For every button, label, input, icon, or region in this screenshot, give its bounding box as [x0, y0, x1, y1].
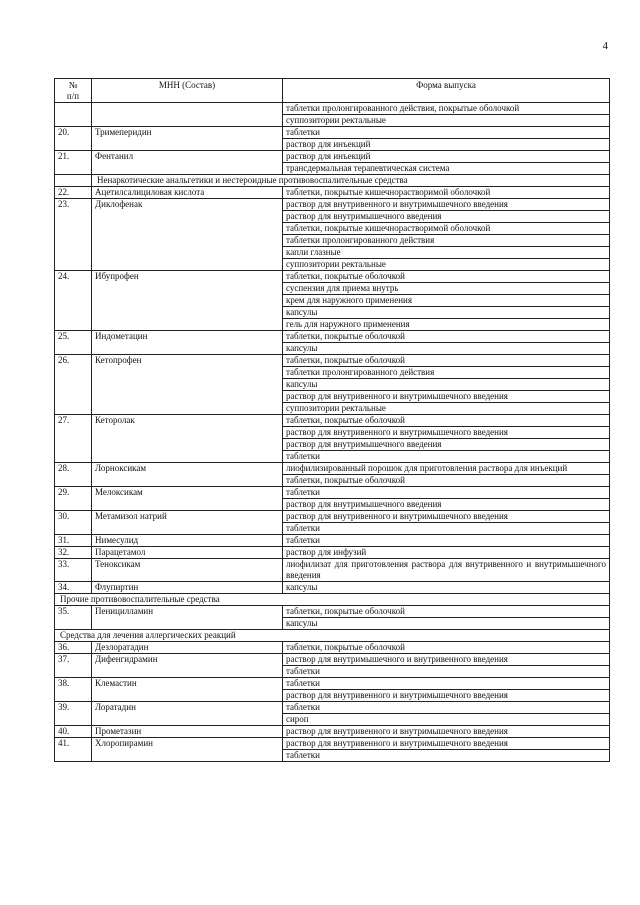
table-row	[55, 187, 610, 199]
release-form: таблетки	[283, 666, 610, 678]
header-name	[92, 79, 283, 103]
release-form: раствор для инъекций	[283, 151, 610, 163]
table-row	[55, 103, 610, 115]
header-form	[283, 79, 610, 103]
section-title: Прочие противовоспалительные средства	[55, 594, 610, 606]
table-row	[55, 331, 610, 343]
table-row	[55, 151, 610, 163]
drug-name: Ацетилсалициловая кислота	[92, 187, 283, 199]
row-number: 33.	[55, 559, 92, 582]
section-title: Ненаркотические анальгетики и нестероидные противовоспалительные средства	[92, 175, 610, 187]
table-row	[55, 535, 610, 547]
drug-name: Лорноксикам	[92, 463, 283, 487]
release-form: суппозитории ректальные	[283, 259, 610, 271]
release-form: раствор для внутривенного и внутримышечного введения	[283, 511, 610, 523]
release-form: таблетки	[283, 678, 610, 690]
row-number: 29.	[55, 487, 92, 511]
release-form: трансдермальная терапевтическая система	[283, 163, 610, 175]
drug-name: Кетопрофен	[92, 355, 283, 415]
drug-name: Фентанил	[92, 151, 283, 175]
release-form: капсулы	[283, 582, 610, 594]
release-form: таблетки, покрытые оболочкой	[283, 355, 610, 367]
row-number: 25.	[55, 331, 92, 355]
release-form: таблетки, покрытые оболочкой	[283, 475, 610, 487]
row-number: 26.	[55, 355, 92, 415]
release-form: раствор для внутримышечного введения	[283, 439, 610, 451]
drug-name: Хлоропирамин	[92, 738, 283, 762]
drug-name: Диклофенак	[92, 199, 283, 271]
release-form: таблетки, покрытые кишечнорастворимой оболочкой	[283, 187, 610, 199]
drug-name: Ибупрофен	[92, 271, 283, 331]
section-title: Средства для лечения аллергических реакций	[55, 630, 610, 642]
release-form: таблетки пролонгированного действия	[283, 367, 610, 379]
release-form: таблетки, покрытые кишечнорастворимой оболочкой	[283, 223, 610, 235]
release-form: раствор для инъекций	[283, 139, 610, 151]
row-number: 41.	[55, 738, 92, 762]
release-form: таблетки	[283, 487, 610, 499]
release-form: раствор для внутримышечного введения	[283, 211, 610, 223]
header-number-text: № п/п	[66, 80, 80, 101]
release-form: таблетки, покрытые оболочкой	[283, 415, 610, 427]
drug-table-body	[55, 79, 610, 762]
drug-name: Кеторолак	[92, 415, 283, 463]
table-row	[55, 355, 610, 367]
release-form: таблетки пролонгированного действия	[283, 235, 610, 247]
row-number: 35.	[55, 606, 92, 630]
table-row	[55, 127, 610, 139]
drug-name: Тримеперидин	[92, 127, 283, 151]
table-row	[55, 271, 610, 283]
release-form: капсулы	[283, 379, 610, 391]
row-number: 37.	[55, 654, 92, 678]
release-form: раствор для инфузий	[283, 547, 610, 559]
row-number: 40.	[55, 726, 92, 738]
release-form: раствор для внутримышечного и внутривенного введения	[283, 654, 610, 666]
drug-name: Индометацин	[92, 331, 283, 355]
release-form: таблетки	[283, 523, 610, 535]
table-row	[55, 642, 610, 654]
row-number: 28.	[55, 463, 92, 487]
release-form: суппозитории ректальные	[283, 403, 610, 415]
release-form: суппозитории ректальные	[283, 115, 610, 127]
table-row	[55, 487, 610, 499]
drug-name: Дезлоратадин	[92, 642, 283, 654]
release-form: таблетки	[283, 535, 610, 547]
drug-name: Метамизол натрий	[92, 511, 283, 535]
release-form: капсулы	[283, 618, 610, 630]
release-form: раствор для внутривенного и внутримышечного введения	[283, 690, 610, 702]
release-form: таблетки	[283, 702, 610, 714]
table-row	[55, 559, 610, 582]
release-form: таблетки пролонгированного действия, покрытые оболочкой	[283, 103, 610, 115]
release-form: таблетки	[283, 451, 610, 463]
section-row	[55, 175, 610, 187]
row-number: 36.	[55, 642, 92, 654]
header-form-text: Форма выпуска	[416, 80, 476, 90]
release-form: суспензия для приема внутрь	[283, 283, 610, 295]
release-form: раствор для внутривенного и внутримышечного введения	[283, 391, 610, 403]
row-number: 39.	[55, 702, 92, 726]
release-form: таблетки, покрытые оболочкой	[283, 606, 610, 618]
release-form: таблетки	[283, 127, 610, 139]
release-form: капсулы	[283, 307, 610, 319]
table-row	[55, 678, 610, 690]
drug-name	[92, 103, 283, 127]
table-row	[55, 726, 610, 738]
page-number: 4	[602, 40, 608, 52]
row-number: 31.	[55, 535, 92, 547]
header-name-text: МНН (Состав)	[158, 80, 216, 90]
drug-name: Нимесулид	[92, 535, 283, 547]
row-number: 30.	[55, 511, 92, 535]
table-row	[55, 415, 610, 427]
release-form: раствор для внутримышечного введения	[283, 499, 610, 511]
table-header-row	[55, 79, 610, 103]
row-number: 23.	[55, 199, 92, 271]
drug-name: Теноксикам	[92, 559, 283, 582]
row-number: 21.	[55, 151, 92, 175]
table-row	[55, 511, 610, 523]
table-row	[55, 738, 610, 750]
release-form: раствор для внутривенного и внутримышечного введения	[283, 726, 610, 738]
row-number: 38.	[55, 678, 92, 702]
section-row	[55, 630, 610, 642]
drug-name: Пеницилламин	[92, 606, 283, 630]
drug-table	[54, 78, 610, 762]
drug-name: Клемастин	[92, 678, 283, 702]
row-number: 20.	[55, 127, 92, 151]
table-row	[55, 606, 610, 618]
table-row	[55, 654, 610, 666]
drug-name: Мелоксикам	[92, 487, 283, 511]
table-row	[55, 547, 610, 559]
drug-name: Дифенгидрамин	[92, 654, 283, 678]
release-form: лиофилизат для приготовления раствора для внутривенного и внутримышечного введения	[283, 559, 610, 582]
drug-name: Флупиртин	[92, 582, 283, 594]
release-form: таблетки	[283, 750, 610, 762]
section-number-cell	[55, 175, 92, 187]
row-number	[55, 103, 92, 127]
table-row	[55, 582, 610, 594]
row-number: 34.	[55, 582, 92, 594]
row-number: 27.	[55, 415, 92, 463]
table-row	[55, 199, 610, 211]
release-form: раствор для внутривенного и внутримышечного введения	[283, 738, 610, 750]
release-form: сироп	[283, 714, 610, 726]
table-row	[55, 702, 610, 714]
row-number: 22.	[55, 187, 92, 199]
table-row	[55, 463, 610, 475]
release-form: крем для наружного применения	[283, 295, 610, 307]
release-form: таблетки, покрытые оболочкой	[283, 642, 610, 654]
release-form: таблетки, покрытые оболочкой	[283, 331, 610, 343]
release-form: раствор для внутривенного и внутримышечного введения	[283, 427, 610, 439]
release-form: таблетки, покрытые оболочкой	[283, 271, 610, 283]
release-form: гель для наружного применения	[283, 319, 610, 331]
drug-name: Парацетамол	[92, 547, 283, 559]
release-form: капсулы	[283, 343, 610, 355]
row-number: 24.	[55, 271, 92, 331]
drug-name: Лоратадин	[92, 702, 283, 726]
section-row	[55, 594, 610, 606]
release-form: лиофилизированный порошок для приготовления раствора для инъекций	[283, 463, 610, 475]
release-form: раствор для внутривенного и внутримышечного введения	[283, 199, 610, 211]
row-number: 32.	[55, 547, 92, 559]
release-form: капли глазные	[283, 247, 610, 259]
drug-name: Прометазин	[92, 726, 283, 738]
header-number	[55, 79, 92, 103]
